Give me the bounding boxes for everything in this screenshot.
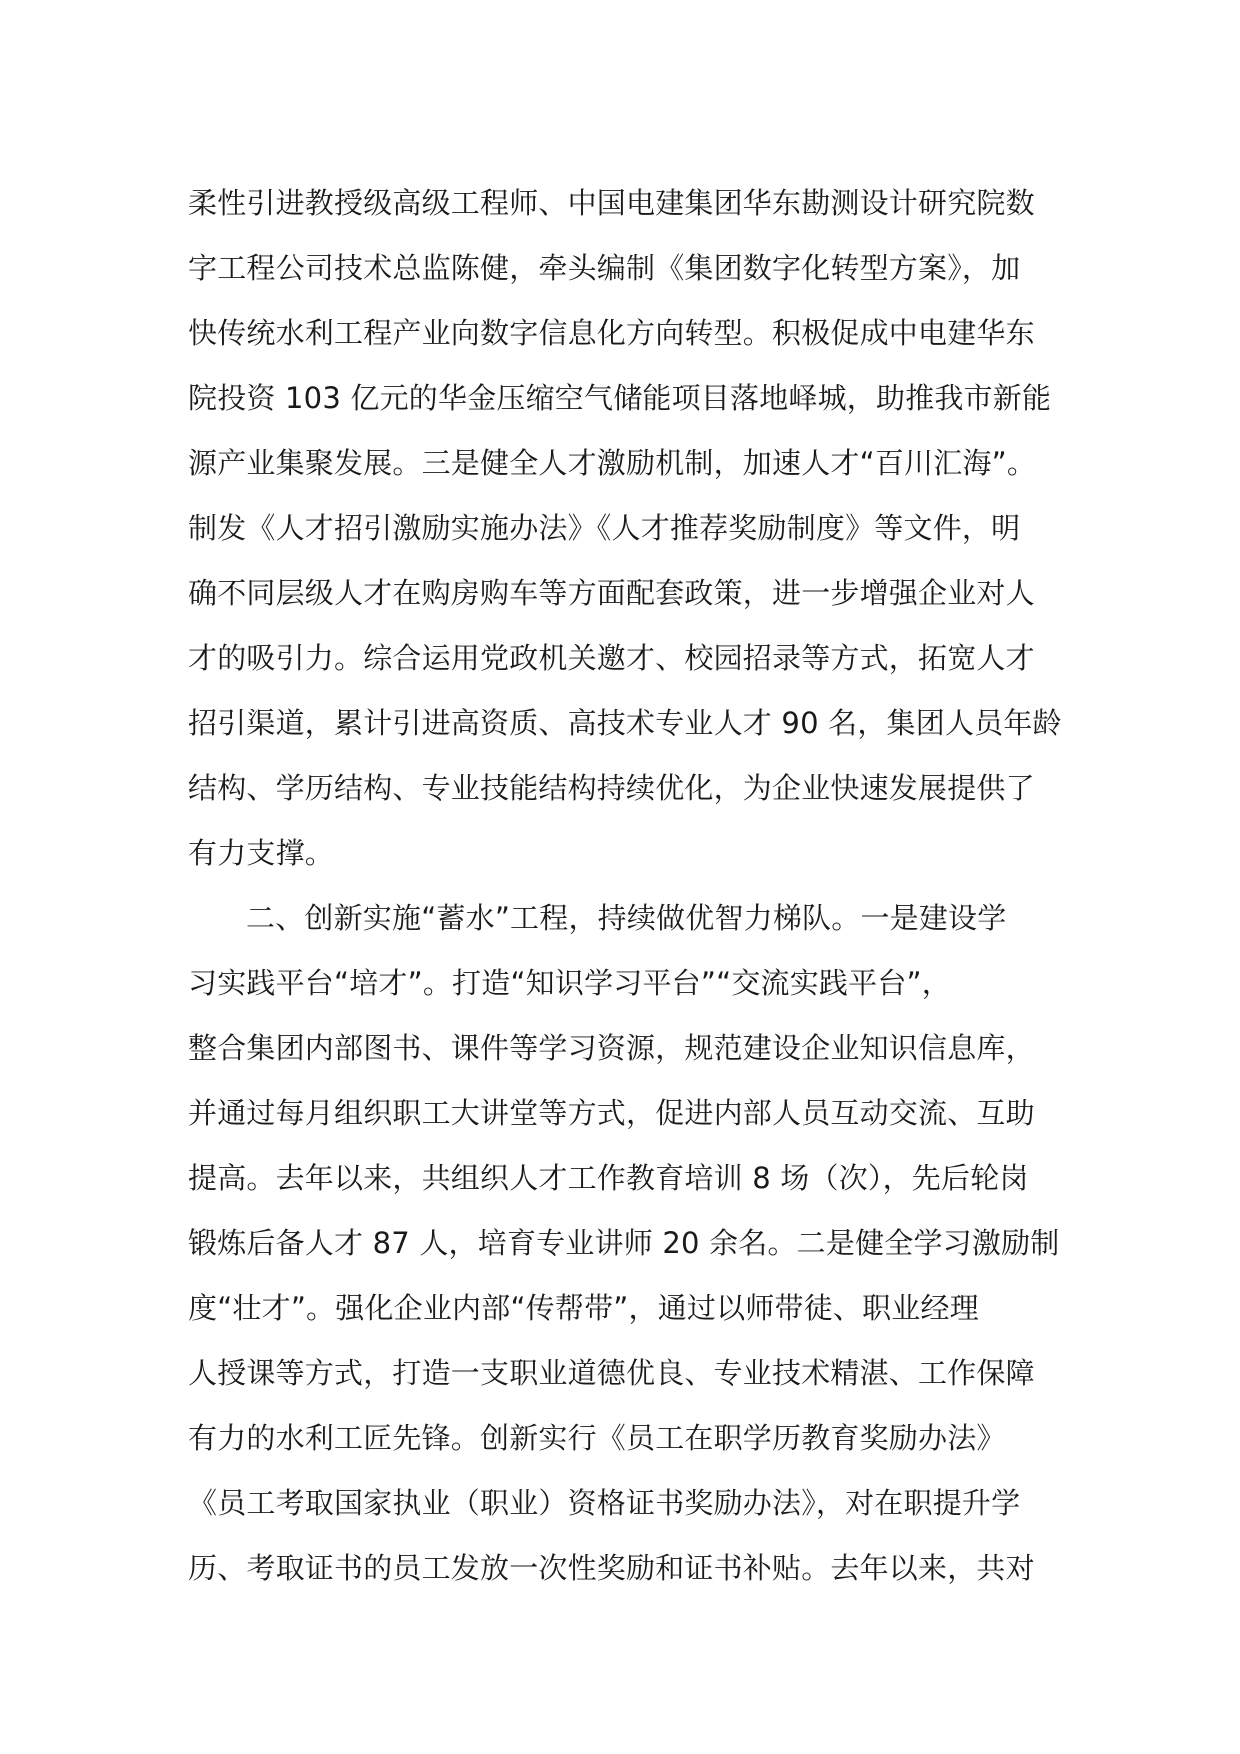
text-line-11: 有力支撑。 [188, 836, 335, 870]
text-line-1: 柔性引进教授级高级工程师、中国电建集团华东勘测设计研究院数 [188, 186, 1035, 220]
text-line-16: 提高。去年以来，共组织人才工作教育培训 8 场（次），先后轮岗 [188, 1161, 1029, 1195]
text-line-17: 锻炼后备人才 87 人，培育专业讲师 20 余名。二是健全学习激励制 [188, 1226, 1060, 1260]
text-line-15: 并通过每月组织职工大讲堂等方式，促进内部人员互动交流、互助 [188, 1096, 1035, 1130]
text-line-14: 整合集团内部图书、课件等学习资源，规范建设企业知识信息库， [188, 1031, 1035, 1065]
text-line-8: 才的吸引力。综合运用党政机关邀才、校园招录等方式，拓宽人才 [188, 641, 1035, 675]
text-line-4: 院投资 103 亿元的华金压缩空气储能项目落地峄城，助推我市新能 [188, 381, 1052, 415]
text-line-22: 历、考取证书的员工发放一次性奖励和证书补贴。去年以来，共对 [188, 1551, 1035, 1585]
text-line-21: 《员工考取国家执业（职业）资格证书奖励办法》，对在职提升学 [188, 1486, 1021, 1520]
body-text [188, 171, 1068, 1601]
text-line-7: 确不同层级人才在购房购车等方面配套政策，进一步增强企业对人 [188, 576, 1035, 610]
text-line-10: 结构、学历结构、专业技能结构持续优化，为企业快速发展提供了 [188, 771, 1035, 805]
text-line-3: 快传统水利工程产业向数字信息化方向转型。积极促成中电建华东 [188, 316, 1035, 350]
text-line-13: 习实践平台“培才”。打造“知识学习平台”“交流实践平台”， [188, 966, 951, 1000]
text-line-9: 招引渠道，累计引进高资质、高技术专业人才 90 名，集团人员年龄 [188, 706, 1062, 740]
text-line-18: 度“壮才”。强化企业内部“传帮带”，通过以师带徒、职业经理 [188, 1291, 979, 1325]
text-line-20: 有力的水利工匠先锋。创新实行《员工在职学历教育奖励办法》 [188, 1421, 1006, 1455]
text-line-5: 源产业集聚发展。三是健全人才激励机制，加速人才“百川汇海”。 [188, 446, 1037, 480]
text-line-19: 人授课等方式，打造一支职业道德优良、专业技术精湛、工作保障 [188, 1356, 1035, 1390]
text-line-6: 制发《人才招引激励实施办法》《人才推荐奖励制度》等文件，明 [188, 511, 1021, 545]
text-line-2: 字工程公司技术总监陈健，牵头编制《集团数字化转型方案》，加 [188, 251, 1021, 285]
text-line-12-section-heading: 二、创新实施“蓄水”工程，持续做优智力梯队。一是建设学 [246, 901, 1007, 935]
